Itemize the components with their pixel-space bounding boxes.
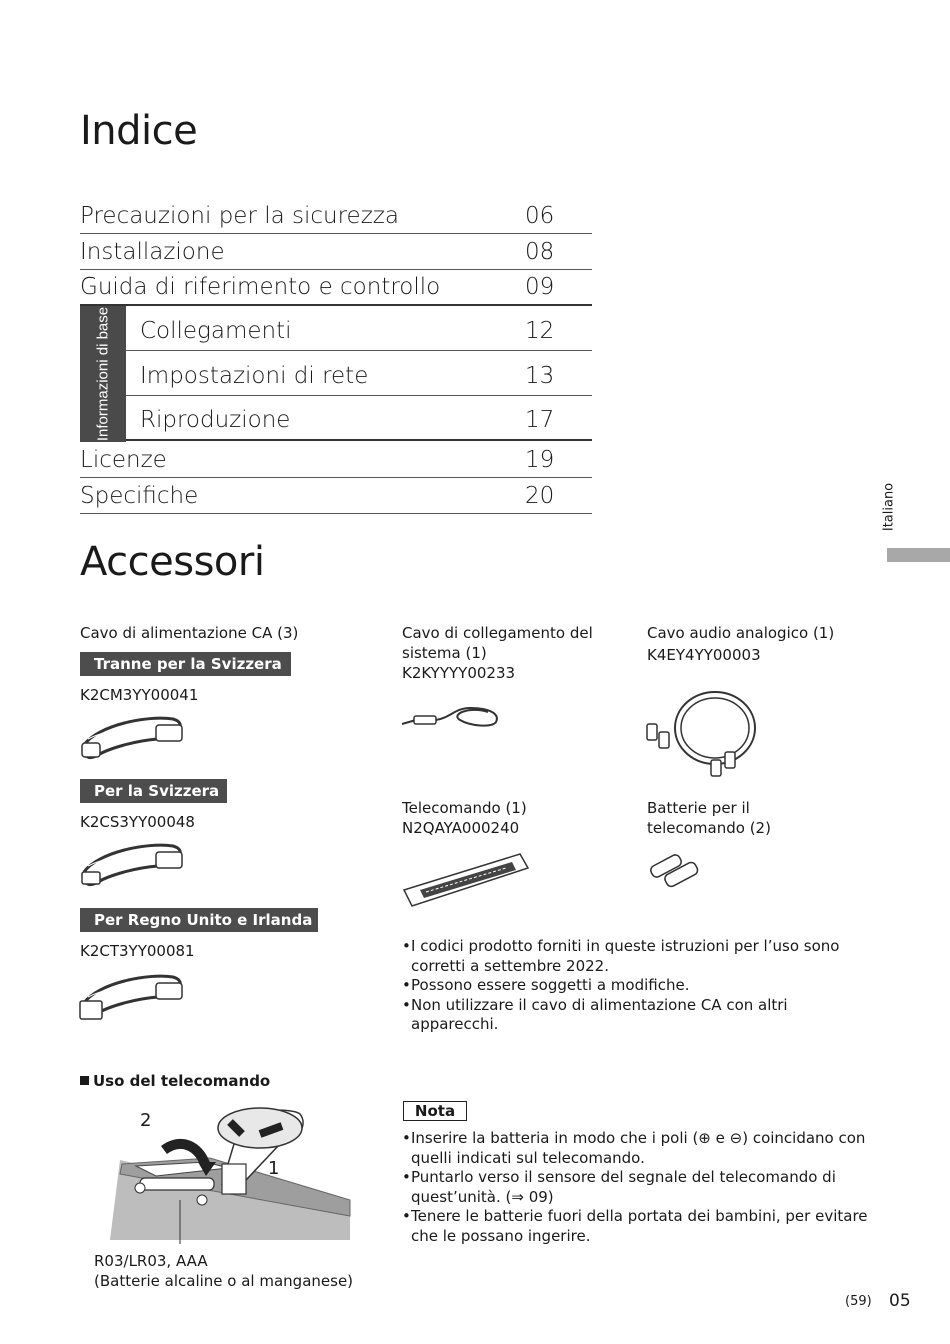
- toc-row-playback[interactable]: [126, 396, 592, 441]
- toc-title: Installazione: [80, 239, 225, 265]
- square-bullet-icon: [80, 1076, 89, 1085]
- battery-desc: (Batterie alcaline o al manganese): [94, 1272, 354, 1290]
- batteries-illustration: [646, 848, 706, 890]
- variant-badge: Per Regno Unito e Irlanda: [80, 908, 318, 932]
- nota-item: • Puntarlo verso il sensore del segnale del telecomando di quest’unità. (⇒ 09): [402, 1168, 872, 1207]
- product-code: K2CS3YY00048: [80, 813, 195, 831]
- toc-row-network-settings[interactable]: [126, 351, 592, 396]
- note-item: • I codici prodotto forniti in queste istruzioni per l’uso sono corretti a settembre 2022.: [402, 937, 872, 976]
- battery-type: R03/LR03, AAA: [94, 1252, 208, 1270]
- language-tab-label: Italiano: [881, 482, 897, 532]
- note-item: • Possono essere soggetti a modifiche.: [402, 976, 872, 996]
- product-code: K2KYYYY00233: [402, 664, 516, 682]
- toc-title: Licenze: [80, 447, 167, 473]
- toc-page: 09: [525, 274, 555, 300]
- nota-list: [402, 1129, 872, 1246]
- toc-title: Specifiche: [80, 483, 199, 509]
- accessories-title: Accessori: [80, 539, 265, 585]
- toc-title: Collegamenti: [140, 318, 292, 344]
- nota-item: • Tenere le batterie fuori della portata dei bambini, per evitare che le possano ingerire.: [402, 1207, 872, 1246]
- system-cable-illustration: [400, 700, 505, 734]
- toc-page: 13: [525, 363, 555, 389]
- remote-name: Telecomando (1): [402, 799, 527, 817]
- batteries-name: Batterie per il telecomando (2): [647, 799, 771, 837]
- battery-insertion-illustration: [110, 1104, 350, 1244]
- toc-page: 08: [525, 239, 555, 265]
- remote-illustration: [402, 850, 530, 910]
- footer-page-number: 05: [889, 1291, 911, 1311]
- language-tab-bar: [887, 548, 950, 562]
- basic-info-label: Informazioni di base: [94, 306, 112, 442]
- toc-page: 06: [525, 203, 555, 229]
- basic-info-band: [80, 306, 126, 442]
- toc-page: 12: [525, 318, 555, 344]
- toc-row-safety[interactable]: [80, 198, 592, 234]
- toc-row-licenses[interactable]: [80, 442, 592, 478]
- ac-cord-ch-illustration: [78, 832, 188, 892]
- toc-title: Riproduzione: [140, 407, 291, 433]
- remote-use-heading: [80, 1071, 270, 1091]
- ac-cord-name: Cavo di alimentazione CA (3): [80, 624, 299, 642]
- product-code: K2CT3YY00081: [80, 942, 195, 960]
- variant-badge: Tranne per la Svizzera: [80, 652, 291, 676]
- nota-label: Nota: [403, 1101, 467, 1121]
- ac-cord-uk-illustration: [78, 961, 188, 1023]
- note-item: • Non utilizzare il cavo di alimentazione CA con altri apparecchi.: [402, 996, 872, 1035]
- footer-alt-page: (59): [845, 1294, 872, 1309]
- index-title: Indice: [80, 108, 198, 154]
- toc-title: Precauzioni per la sicurezza: [80, 203, 399, 229]
- nota-item: • Inserire la batteria in modo che i poli (⊕ e ⊖) coincidano con quelli indicati sul telecomando.: [402, 1129, 872, 1168]
- product-code: K4EY4YY00003: [647, 646, 761, 664]
- toc-title: Guida di riferimento e controllo: [80, 274, 441, 300]
- toc-page: 17: [525, 407, 555, 433]
- toc-row-connections[interactable]: [126, 306, 592, 351]
- audio-cable-illustration: [645, 686, 763, 784]
- variant-badge: Per la Svizzera: [80, 779, 227, 803]
- toc-row-installation[interactable]: [80, 234, 592, 270]
- toc-page: 19: [525, 447, 555, 473]
- system-cable-name: Cavo di collegamento del sistema (1): [402, 624, 593, 662]
- toc-row-reference-guide[interactable]: [80, 270, 592, 306]
- audio-cable-name: Cavo audio analogico (1): [647, 624, 835, 642]
- step-2-label: 2: [140, 1110, 152, 1131]
- accessory-notes: [402, 937, 872, 1035]
- remote-use-heading-text: Uso del telecomando: [93, 1072, 271, 1090]
- toc-row-specifications[interactable]: [80, 478, 592, 514]
- product-code: N2QAYA000240: [402, 819, 520, 837]
- toc-page: 20: [525, 483, 555, 509]
- ac-cord-eu-illustration: [78, 705, 188, 765]
- product-code: K2CM3YY00041: [80, 686, 199, 704]
- step-1-label: 1: [268, 1158, 280, 1179]
- toc-title: Impostazioni di rete: [140, 363, 369, 389]
